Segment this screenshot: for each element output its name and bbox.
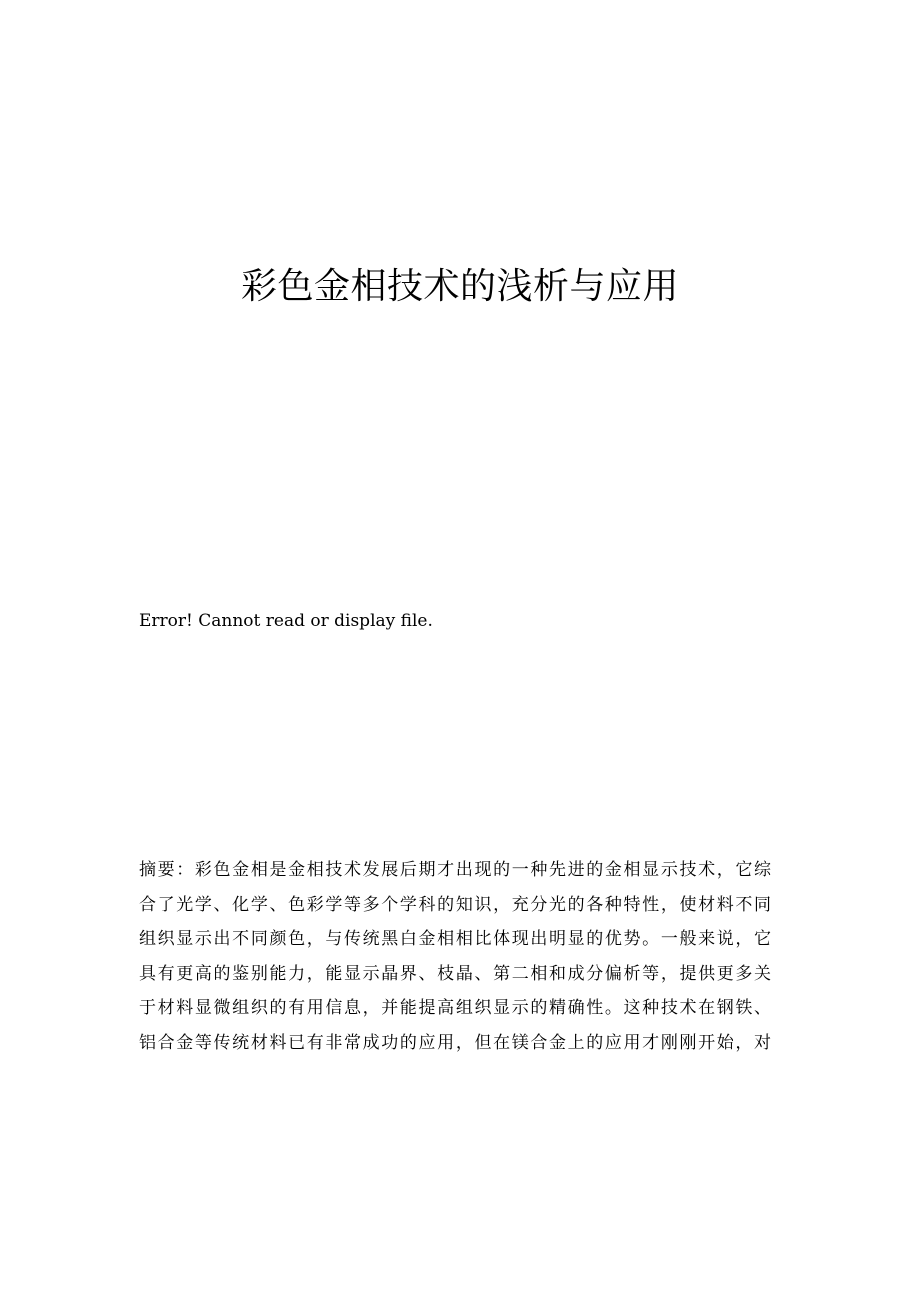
abstract-paragraph (139, 853, 779, 1060)
document-title: 彩色金相技术的浅析与应用 (240, 266, 679, 307)
abstract-line: 摘要：彩色金相是金相技术发展后期才出现的一种先进的金相显示技术，它综 (139, 860, 771, 880)
abstract-line: 组织显示出不同颜色，与传统黑白金相相比体现出明显的优势。一般来说，它 (139, 929, 771, 949)
abstract-line: 具有更高的鉴别能力，能显示晶界、枝晶、第二相和成分偏析等，提供更多关 (139, 963, 771, 984)
image-error-message: Error! Cannot read or display file. (139, 611, 433, 631)
abstract-line: 于材料显微组织的有用信息，并能提高组织显示的精确性。这种技术在钢铁、 (139, 998, 771, 1018)
abstract-line: 合了光学、化学、色彩学等多个学科的知识，充分光的各种特性，使材料不同 (139, 894, 771, 915)
abstract-line: 铝合金等传统材料已有非常成功的应用，但在镁合金上的应用才刚刚开始，对 (139, 1032, 771, 1053)
